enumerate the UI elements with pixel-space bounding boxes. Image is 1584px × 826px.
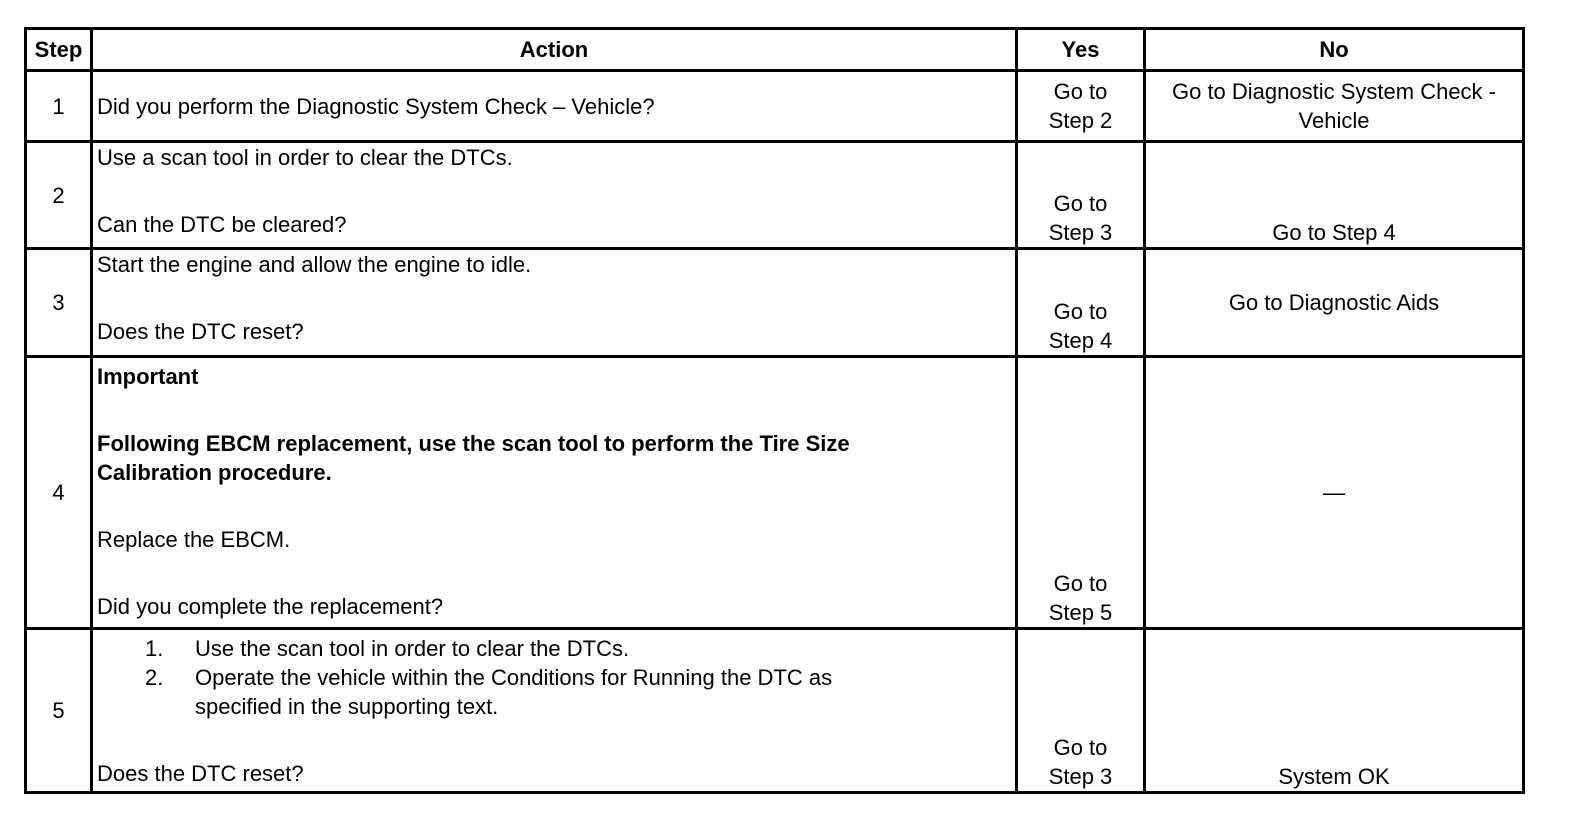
yes-cell [1017,357,1145,629]
list-item-number: 2. [145,665,164,690]
header-step: Step [26,29,92,71]
yes-line: Step 5 [1048,600,1113,625]
action-text: Did you perform the Diagnostic System Check – Vehicle? [97,93,655,119]
list-item-text: Use the scan tool in order to clear the DTCs. [195,636,630,661]
important-text: Following EBCM replacement, use the scan tool to perform the Tire Size Calibration procedure. [97,431,850,485]
table-row [26,142,1524,249]
step-number: 3 [26,249,92,357]
no-line: Go to Step 4 [1272,220,1396,245]
table-row [26,629,1524,793]
no-line: Vehicle [1298,108,1370,133]
action-question: Does the DTC reset? [97,319,304,344]
no-cell [1145,629,1524,793]
yes-line: Go to [1053,299,1108,324]
yes-cell [1017,71,1145,142]
no-dash: — [1323,480,1345,505]
no-cell [1145,142,1524,249]
yes-line: Step 3 [1048,220,1113,245]
no-line: System OK [1278,764,1390,789]
no-cell [1145,71,1524,142]
action-text: Use a scan tool in order to clear the DTCs. [97,145,513,170]
list-item [97,663,915,721]
yes-cell [1017,142,1145,249]
list-item-text: Operate the vehicle within the Conditions for Running the DTC as specified in the supporting text. [195,665,833,719]
header-no: No [1145,29,1524,71]
yes-cell [1017,249,1145,357]
header-row [26,29,1524,71]
action-text: Start the engine and allow the engine to idle. [97,252,532,277]
step-number: 4 [26,357,92,629]
yes-line: Step 3 [1048,764,1113,789]
no-line: Go to Diagnostic Aids [1228,290,1440,315]
action-question: Did you complete the replacement? [97,594,444,619]
yes-line: Step 2 [1048,108,1113,133]
table-row [26,249,1524,357]
table-row [26,357,1524,629]
header-action: Action [92,29,1017,71]
procedure-list [97,634,1011,721]
step-number: 2 [26,142,92,249]
yes-line: Go to [1053,571,1108,596]
yes-line: Go to [1053,191,1108,216]
action-text: Replace the EBCM. [97,527,291,552]
no-cell [1145,357,1524,629]
yes-line: Step 4 [1048,328,1113,353]
action-question: Can the DTC be cleared? [97,212,347,237]
list-item-number: 1. [145,636,164,661]
action-question: Does the DTC reset? [97,761,304,786]
yes-cell [1017,629,1145,793]
header-yes: Yes [1017,29,1145,71]
yes-line: Go to [1053,79,1108,104]
no-cell [1145,249,1524,357]
diagnostic-table [24,27,1525,794]
action-cell [92,357,1017,629]
list-item [97,634,1011,663]
step-number: 1 [26,71,92,142]
action-cell [92,71,1017,142]
action-cell [92,249,1017,357]
action-cell [92,629,1017,793]
important-label: Important [97,364,199,389]
table-row [26,71,1524,142]
step-number: 5 [26,629,92,793]
action-cell [92,142,1017,249]
no-line: Go to Diagnostic System Check - [1171,79,1496,104]
yes-line: Go to [1053,735,1108,760]
